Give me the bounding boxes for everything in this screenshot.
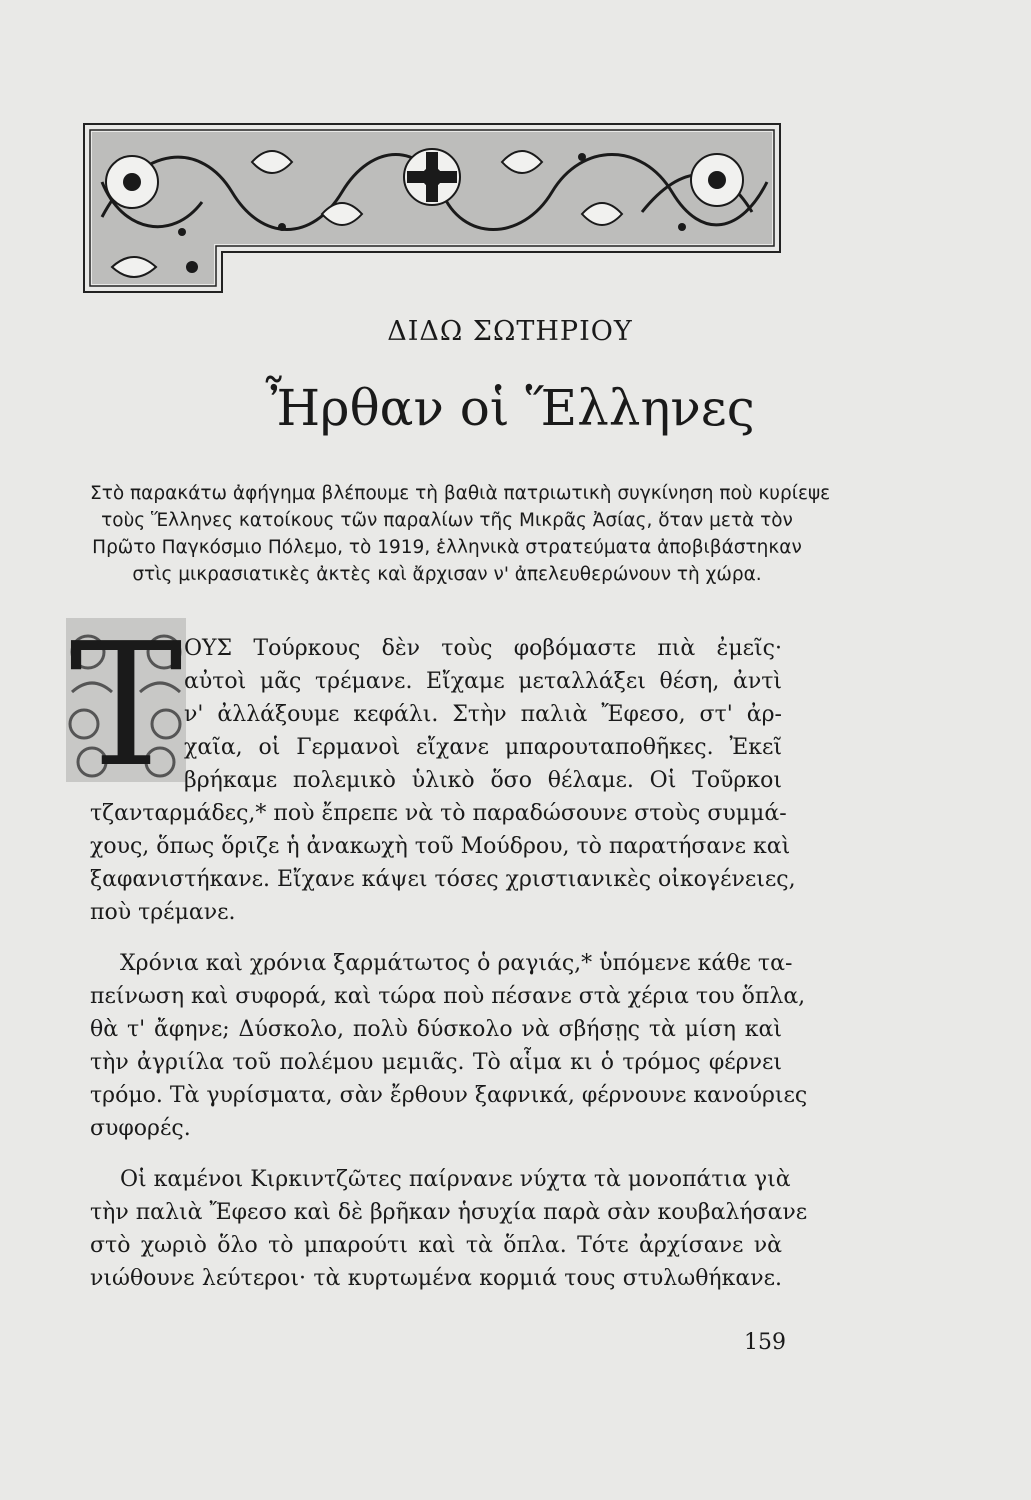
paragraph-line: ξαφανιστήκανε. Εἴχανε κάψει τόσες χριστιανικὲς οἰκογένειες, — [90, 867, 796, 892]
paragraph-line: στὸ χωριὸ ὅλο τὸ μπαρούτι καὶ τὰ ὅπλα. Τότε ἀρχίσανε νὰ — [90, 1233, 782, 1258]
paragraph-line: αὐτοὶ μᾶς τρέμανε. Εἴχαμε μεταλλάξει θέση, ἀντὶ — [184, 669, 782, 694]
paragraph-line: τὴν παλιὰ Ἔφεσο καὶ δὲ βρῆκαν ἡσυχία παρὰ σὰν κουβαλήσανε — [90, 1200, 808, 1225]
story-title: Ἦρθαν οἱ Ἕλληνες — [265, 379, 755, 437]
paragraph-line: συφορές. — [90, 1116, 191, 1141]
paragraph-line: τζανταρμάδες,* ποὺ ἔπρεπε νὰ τὸ παραδώσουνε στοὺς συμμά- — [90, 801, 787, 826]
intro-summary — [90, 480, 831, 588]
paragraph-line: χους, ὅπως ὅριζε ἡ ἀνακωχὴ τοῦ Μούδρου, τὸ παρατήσανε καὶ — [90, 834, 791, 859]
paragraph-line: ποὺ τρέμανε. — [90, 900, 236, 925]
paragraph-line: νιώθουνε λεύτεροι· τὰ κυρτωμένα κορμιά τους στυλωθήκανε. — [90, 1266, 782, 1291]
intro-line: Πρῶτο Παγκόσμιο Πόλεμο, τὸ 1919, ἑλληνικὰ στρατεύματα ἀποβιβάστηκαν — [92, 537, 802, 558]
paragraph-line: τὴν ἀγριίλα τοῦ πολέμου μεμιᾶς. Τὸ αἷμα κι ὁ τρόμος φέρνει — [90, 1050, 782, 1075]
paragraph-line: ν' ἀλλάξουμε κεφάλι. Στὴν παλιὰ Ἔφεσο, στ' ἀρ- — [184, 702, 782, 727]
paragraph-line: θὰ τ' ἄφηνε; Δύσκολο, πολὺ δύσκολο νὰ σβήσῃς τὰ μίση καὶ — [90, 1017, 782, 1042]
drop-cap-letter: Τ — [69, 612, 183, 788]
author-name: ΔΙΔΩ ΣΩΤΗΡΙΟΥ — [387, 316, 633, 347]
paragraph-line: βρήκαμε πολεμικὸ ὑλικὸ ὅσο θέλαμε. Οἱ Τοῦρκοι — [184, 768, 782, 793]
paragraph-line: Οἱ καμένοι Κιρκιντζῶτες παίρνανε νύχτα τὰ μονοπάτια γιὰ — [120, 1167, 791, 1192]
intro-line: Στὸ παρακάτω ἀφήγημα βλέπουμε τὴ βαθιὰ πατριωτικὴ συγκίνηση ποὺ κυρίεψε — [90, 483, 831, 504]
intro-line: στὶς μικρασιατικὲς ἀκτὲς καὶ ἄρχισαν ν' ἀπελευθερώνουν τὴ χώρα. — [132, 564, 762, 585]
paragraph-line: ΟΥΣ Τούρκους δὲν τοὺς φοβόμαστε πιὰ ἐμεῖς· — [184, 636, 782, 661]
intro-line: τοὺς Ἕλληνες κατοίκους τῶν παραλίων τῆς Μικρᾶς Ἀσίας, ὅταν μετὰ τὸν — [101, 510, 793, 531]
paragraph-line: χαῖα, οἱ Γερμανοὶ εἴχανε μπαρουταποθῆκες. Ἐκεῖ — [184, 735, 782, 760]
paragraph-line: Χρόνια καὶ χρόνια ξαρμάτωτος ὁ ραγιάς,* ὑπόμενε κάθε τα- — [120, 951, 793, 976]
ornamental-header-band — [82, 122, 782, 294]
paragraph-line: τρόμο. Τὰ γυρίσματα, σὰν ἔρθουν ξαφνικά, φέρνουνε κανούριες — [90, 1083, 808, 1108]
story-body — [90, 632, 808, 1295]
page-number: 159 — [744, 1330, 786, 1355]
paragraph-line: πείνωση καὶ συφορά, καὶ τώρα ποὺ πέσανε στὰ χέρια του ὅπλα, — [90, 984, 806, 1009]
